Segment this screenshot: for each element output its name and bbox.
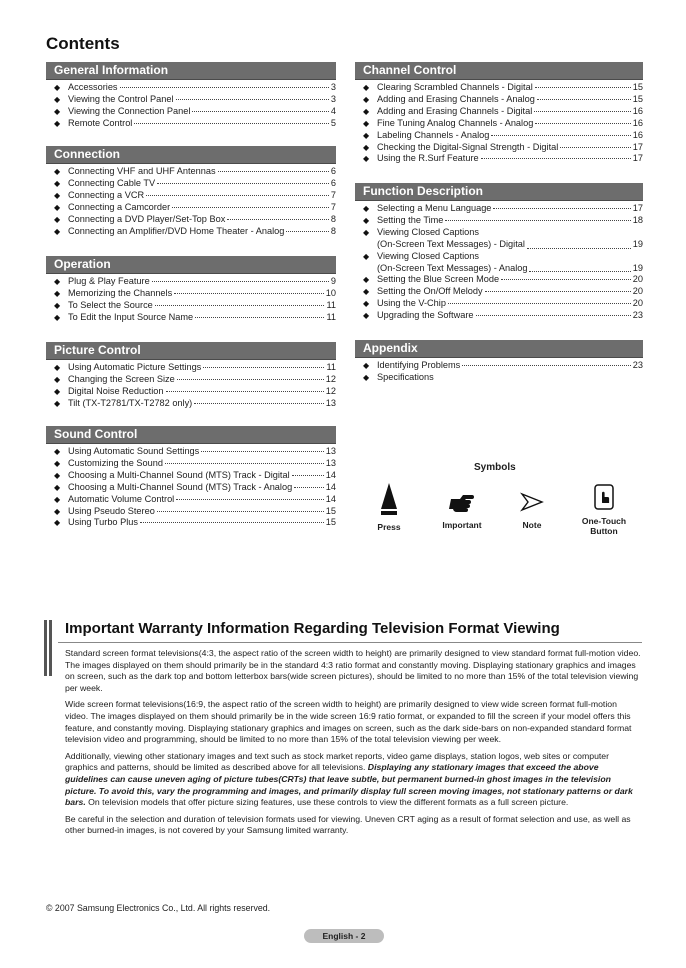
diamond-bullet-icon: ◆ xyxy=(54,202,61,212)
section-heading: Appendix xyxy=(355,340,643,357)
diamond-bullet-icon: ◆ xyxy=(54,458,61,468)
toc-page-number: 16 xyxy=(632,117,643,128)
page-number-badge: English - 2 xyxy=(304,929,384,943)
warranty-p3-emphasis: Displaying any stationary images that exceed the above guidelines can cause uneven aging of picture tubes(CRTs) that leave subtle, but permanent burned-in ghost images in the television picture. To avoid this, vary the programming and images, and primarily display full screen moving images, not stationary patterns or dark bars. xyxy=(65,762,633,808)
warranty-divider xyxy=(58,642,642,643)
toc-page-number: 5 xyxy=(330,117,336,128)
toc-entry-label: Adding and Erasing Channels - Digital xyxy=(377,105,533,116)
diamond-bullet-icon: ◆ xyxy=(363,106,370,116)
toc-list xyxy=(355,360,643,384)
dot-leader xyxy=(485,291,631,292)
toc-page-number: 18 xyxy=(632,214,643,225)
dot-leader xyxy=(292,475,324,476)
toc-entry[interactable] xyxy=(355,153,643,165)
toc-entry[interactable] xyxy=(46,190,336,202)
toc-entry-label: Connecting Cable TV xyxy=(68,177,156,188)
toc-entry-label: Labeling Channels - Analog xyxy=(377,129,490,140)
toc-entry[interactable] xyxy=(46,82,336,94)
toc-entry-label: Checking the Digital-Signal Strength - Digital xyxy=(377,141,559,152)
toc-list xyxy=(46,276,336,324)
toc-entry-label: Memorizing the Channels xyxy=(68,287,173,298)
toc-page-number: 12 xyxy=(325,385,336,396)
dot-leader xyxy=(177,379,324,380)
dot-leader xyxy=(195,317,324,318)
toc-page-number: 16 xyxy=(632,105,643,116)
toc-entry-label: Using the R.Surf Feature xyxy=(377,153,479,164)
toc-page-number: 15 xyxy=(325,517,336,528)
diamond-bullet-icon: ◆ xyxy=(54,518,61,528)
toc-entry-label: Setting the Time xyxy=(377,214,444,225)
toc-entry[interactable] xyxy=(355,274,643,286)
dot-leader xyxy=(155,305,325,306)
dot-leader xyxy=(535,123,630,124)
toc-entry-label: Viewing Closed Captions xyxy=(377,250,479,261)
warranty-accent-bar xyxy=(44,620,52,676)
toc-entry-label: Using Automatic Picture Settings xyxy=(68,362,202,372)
warranty-p3-outro: On television models that offer picture sizing features, use these controls to view the different formats as a full screen picture. xyxy=(85,797,569,808)
dot-leader xyxy=(165,463,324,464)
toc-entry-sublabel: (On-Screen Text Messages) - Analog xyxy=(377,262,528,273)
section-heading: Sound Control xyxy=(46,426,336,443)
toc-entry-label: Specifications xyxy=(377,371,434,382)
toc-entry[interactable] xyxy=(46,398,336,410)
dot-leader xyxy=(157,511,324,512)
toc-section xyxy=(355,62,643,165)
diamond-bullet-icon: ◆ xyxy=(54,386,61,396)
toc-entry-continuation xyxy=(363,263,643,275)
warranty-p3-intro: Additionally, viewing other stationary images and text such as stock market reports, video game displays, station logos, web sites or computer graphics and patterns, should be limited as described above for all televisions. xyxy=(65,750,610,773)
toc-entry-label: Setting the Blue Screen Mode xyxy=(377,274,500,285)
dot-leader xyxy=(218,171,329,172)
dot-leader xyxy=(534,111,631,112)
toc-list xyxy=(46,362,336,410)
diamond-bullet-icon: ◆ xyxy=(54,374,61,384)
dot-leader xyxy=(537,99,631,100)
toc-entry-label: Connecting a DVD Player/Set-Top Box xyxy=(68,213,226,224)
toc-entry-label: Selecting a Menu Language xyxy=(377,203,492,213)
diamond-bullet-icon: ◆ xyxy=(54,106,61,116)
toc-entry[interactable] xyxy=(355,372,643,384)
toc-entry-label: Connecting VHF and UHF Antennas xyxy=(68,166,216,176)
toc-page-number: 3 xyxy=(330,82,336,92)
diamond-bullet-icon: ◆ xyxy=(54,178,61,188)
toc-entry[interactable] xyxy=(46,312,336,324)
toc-page-number: 3 xyxy=(330,93,336,104)
toc-entry[interactable] xyxy=(46,386,336,398)
dot-leader xyxy=(146,195,329,196)
toc-page-number: 15 xyxy=(325,505,336,516)
diamond-bullet-icon: ◆ xyxy=(54,312,61,322)
diamond-bullet-icon: ◆ xyxy=(54,190,61,200)
toc-entry[interactable] xyxy=(46,458,336,470)
toc-entry-label: Viewing the Connection Panel xyxy=(68,105,191,116)
toc-section xyxy=(46,256,336,324)
dot-leader xyxy=(176,499,324,500)
toc-entry[interactable] xyxy=(46,517,336,529)
toc-entry[interactable] xyxy=(46,202,336,214)
toc-entry-continuation xyxy=(363,239,643,251)
toc-entry-label: Choosing a Multi-Channel Sound (MTS) Track - Digital xyxy=(68,469,290,480)
symbol-label: Press xyxy=(377,522,401,532)
section-heading: Operation xyxy=(46,256,336,273)
diamond-bullet-icon: ◆ xyxy=(54,506,61,516)
diamond-bullet-icon: ◆ xyxy=(54,167,61,176)
dot-leader xyxy=(166,391,324,392)
toc-page-number: 8 xyxy=(330,213,336,224)
toc-page-number: 6 xyxy=(330,177,336,188)
dot-leader xyxy=(227,219,329,220)
toc-list xyxy=(46,82,336,130)
toc-page-number: 6 xyxy=(330,166,336,176)
toc-entry-label: Using the V-Chip xyxy=(377,298,446,309)
toc-page-number: 20 xyxy=(632,286,643,297)
dot-leader xyxy=(176,99,329,100)
diamond-bullet-icon: ◆ xyxy=(54,277,61,286)
toc-page-number: 11 xyxy=(326,299,336,310)
toc-page-number: 7 xyxy=(330,189,336,200)
diamond-bullet-icon: ◆ xyxy=(363,287,370,297)
dot-leader xyxy=(140,522,324,523)
toc-page-number: 13 xyxy=(325,397,336,408)
warranty-paragraph: Standard screen format televisions(4:3, the aspect ratio of the screen width to height) are primarily designed to view standard format full-motion video. The images displayed on them should primarily be in the standard 4:3 ratio format and constantly moving. Displaying stationary graphics and images on screen, such as the dark top and bottom letterbox bars(wide screen pictures), should be limited to no more than 15% of the total television viewing per week. xyxy=(65,648,641,693)
toc-entry-label: Setting the On/Off Melody xyxy=(377,286,483,297)
diamond-bullet-icon: ◆ xyxy=(363,142,370,152)
toc-entry[interactable] xyxy=(46,166,336,178)
toc-list xyxy=(355,203,643,322)
toc-entry-label: Connecting a VCR xyxy=(68,189,145,200)
dot-leader xyxy=(201,451,324,452)
toc-list xyxy=(46,446,336,529)
toc-page-number: 16 xyxy=(632,129,643,140)
diamond-bullet-icon: ◆ xyxy=(54,300,61,310)
toc-entry-label: Upgrading the Software xyxy=(377,310,474,321)
dot-leader xyxy=(172,207,329,208)
toc-entry-label: Viewing Closed Captions xyxy=(377,226,479,237)
symbol-press xyxy=(366,482,412,532)
toc-entry[interactable] xyxy=(46,506,336,518)
warranty-body xyxy=(65,648,642,842)
toc-entry[interactable] xyxy=(46,226,336,238)
symbol-note xyxy=(514,490,550,530)
dot-leader xyxy=(476,315,631,316)
diamond-bullet-icon: ◆ xyxy=(54,363,61,372)
toc-entry-label: Accessories xyxy=(68,82,118,92)
diamond-bullet-icon: ◆ xyxy=(363,372,370,382)
dot-leader xyxy=(535,87,631,88)
toc-section xyxy=(355,183,643,322)
toc-entry-label: Using Automatic Sound Settings xyxy=(68,446,200,456)
toc-entry-label: Digital Noise Reduction xyxy=(68,385,164,396)
toc-entry-label: Identifying Problems xyxy=(377,360,461,370)
toc-entry[interactable] xyxy=(355,82,643,94)
toc-entry-label: Connecting a Camcorder xyxy=(68,201,171,212)
toc-entry[interactable] xyxy=(355,130,643,142)
toc-entry-label: Plug & Play Feature xyxy=(68,276,150,286)
toc-entry-label: Automatic Volume Control xyxy=(68,493,175,504)
press-icon xyxy=(379,482,399,516)
dot-leader xyxy=(120,87,329,88)
toc-page-number: 15 xyxy=(632,82,643,92)
toc-entry-label: To Select the Source xyxy=(68,299,153,310)
toc-page-number: 13 xyxy=(325,446,336,456)
toc-entry[interactable] xyxy=(46,494,336,506)
toc-page-number: 20 xyxy=(632,298,643,309)
dot-leader xyxy=(174,293,324,294)
toc-page-number: 11 xyxy=(326,311,336,322)
toc-page-number: 14 xyxy=(325,469,336,480)
toc-entry[interactable] xyxy=(46,446,336,458)
toc-page-number: 10 xyxy=(325,287,336,298)
toc-page-number: 17 xyxy=(632,203,643,213)
toc-entry-label: Adding and Erasing Channels - Analog xyxy=(377,93,535,104)
dot-leader xyxy=(192,111,328,112)
toc-section xyxy=(46,426,336,529)
warranty-paragraph xyxy=(65,751,642,809)
toc-entry[interactable] xyxy=(355,94,643,106)
pointing-hand-icon xyxy=(449,490,475,514)
dot-leader xyxy=(134,123,329,124)
warranty-title: Important Warranty Information Regarding Television Format Viewing xyxy=(65,620,560,637)
toc-entry[interactable] xyxy=(355,251,643,275)
toc-entry-label: Using Turbo Plus xyxy=(68,517,138,528)
warranty-paragraph: Wide screen format televisions(16:9, the aspect ratio of the screen width to height) are primarily designed to view wide screen format full-motion video. The images displayed on them should primarily be in the wide screen 16:9 ratio format, or expanded to fill the screen if your model offers this feature, and constantly moving. Displaying stationary graphics and images on screen, such as the dark side-bars on non-expanded standard format television video and programming, should be limited to no more than 15% of the total television viewing per week. xyxy=(65,699,632,745)
dot-leader xyxy=(157,183,329,184)
diamond-bullet-icon: ◆ xyxy=(363,154,370,164)
toc-entry[interactable] xyxy=(355,215,643,227)
dot-leader xyxy=(501,279,631,280)
diamond-bullet-icon: ◆ xyxy=(54,494,61,504)
dot-leader xyxy=(527,237,631,249)
section-heading: Function Description xyxy=(355,183,643,200)
toc-section xyxy=(46,342,336,410)
toc-list xyxy=(46,166,336,237)
toc-page-number: 23 xyxy=(632,360,643,370)
symbols-title: Symbols xyxy=(474,462,516,473)
toc-entry[interactable] xyxy=(46,178,336,190)
diamond-bullet-icon: ◆ xyxy=(363,94,370,104)
dot-leader xyxy=(448,303,631,304)
diamond-bullet-icon: ◆ xyxy=(54,482,61,492)
toc-entry[interactable] xyxy=(46,276,336,288)
toc-page-number: 14 xyxy=(325,481,336,492)
toc-page-number: 12 xyxy=(325,373,336,384)
section-heading: Channel Control xyxy=(355,62,643,79)
toc-section xyxy=(46,62,336,130)
toc-page-number: 17 xyxy=(632,153,643,164)
arrow-note-icon xyxy=(520,490,544,514)
diamond-bullet-icon: ◆ xyxy=(54,226,61,236)
toc-entry[interactable] xyxy=(46,470,336,482)
dot-leader xyxy=(481,158,631,159)
toc-entry[interactable] xyxy=(46,118,336,130)
toc-entry-label: Using Pseudo Stereo xyxy=(68,505,155,516)
toc-page-number: 14 xyxy=(325,493,336,504)
diamond-bullet-icon: ◆ xyxy=(54,214,61,224)
toc-entry[interactable] xyxy=(46,362,336,374)
diamond-bullet-icon: ◆ xyxy=(54,288,61,298)
toc-page-number: 19 xyxy=(632,262,643,273)
diamond-bullet-icon: ◆ xyxy=(363,251,370,261)
toc-entry[interactable] xyxy=(46,106,336,118)
diamond-bullet-icon: ◆ xyxy=(54,83,61,92)
toc-entry-label: Fine Tuning Analog Channels - Analog xyxy=(377,117,534,128)
toc-entry[interactable] xyxy=(46,214,336,226)
toc-entry-label: To Edit the Input Source Name xyxy=(68,311,194,322)
dot-leader xyxy=(529,261,630,273)
toc-entry-label: Choosing a Multi-Channel Sound (MTS) Track - Analog xyxy=(68,481,293,492)
section-heading: Picture Control xyxy=(46,342,336,359)
copyright-notice: © 2007 Samsung Electronics Co., Ltd. All rights reserved. xyxy=(46,903,271,913)
diamond-bullet-icon: ◆ xyxy=(363,227,370,237)
diamond-bullet-icon: ◆ xyxy=(363,118,370,128)
warranty-paragraph: Be careful in the selection and duration of television formats used for viewing. Uneven CRT aging as a result of format selection and use, as well as other burned-in images, is not covered by your Samsung limited warranty. xyxy=(65,813,631,836)
toc-entry[interactable] xyxy=(46,482,336,494)
diamond-bullet-icon: ◆ xyxy=(363,130,370,140)
toc-entry[interactable] xyxy=(355,227,643,251)
toc-entry[interactable] xyxy=(355,286,643,298)
toc-entry[interactable] xyxy=(355,203,643,215)
dot-leader xyxy=(194,403,324,404)
dot-leader xyxy=(286,231,329,232)
toc-entry-label: Connecting an Amplifier/DVD Home Theater - Analog xyxy=(68,225,285,236)
toc-entry[interactable] xyxy=(46,94,336,106)
symbol-label: One-Touch Button xyxy=(581,516,627,536)
toc-entry[interactable] xyxy=(46,288,336,300)
toc-section xyxy=(46,146,336,237)
section-heading: Connection xyxy=(46,146,336,163)
toc-list xyxy=(355,82,643,165)
toc-entry[interactable] xyxy=(355,142,643,154)
toc-entry[interactable] xyxy=(355,310,643,322)
page-title: Contents xyxy=(46,34,120,53)
diamond-bullet-icon: ◆ xyxy=(54,447,61,456)
toc-entry-sublabel: (On-Screen Text Messages) - Digital xyxy=(377,238,525,249)
toc-entry-label: Viewing the Control Panel xyxy=(68,93,174,104)
diamond-bullet-icon: ◆ xyxy=(363,361,370,370)
dot-leader xyxy=(560,147,630,148)
diamond-bullet-icon: ◆ xyxy=(363,275,370,285)
toc-page-number: 11 xyxy=(326,362,336,372)
symbol-one-touch xyxy=(574,484,634,536)
dot-leader xyxy=(203,367,324,368)
toc-page-number: 19 xyxy=(632,238,643,249)
toc-page-number: 23 xyxy=(632,310,643,321)
toc-entry-label: Changing the Screen Size xyxy=(68,373,175,384)
toc-entry-label: Customizing the Sound xyxy=(68,457,163,468)
toc-page-number: 17 xyxy=(632,141,643,152)
diamond-bullet-icon: ◆ xyxy=(54,94,61,104)
toc-page-number: 13 xyxy=(325,457,336,468)
toc-page-number: 8 xyxy=(330,225,336,236)
toc-page-number: 9 xyxy=(330,276,336,286)
section-heading: General Information xyxy=(46,62,336,79)
dot-leader xyxy=(493,208,630,209)
dot-leader xyxy=(294,487,324,488)
dot-leader xyxy=(152,281,329,282)
diamond-bullet-icon: ◆ xyxy=(363,311,370,321)
diamond-bullet-icon: ◆ xyxy=(363,83,370,92)
toc-page-number: 4 xyxy=(330,105,336,116)
toc-entry-label: Tilt (TX-T2781/TX-T2782 only) xyxy=(68,397,193,408)
diamond-bullet-icon: ◆ xyxy=(363,299,370,309)
symbol-label: Note xyxy=(522,520,542,530)
toc-page-number: 15 xyxy=(632,93,643,104)
toc-entry[interactable] xyxy=(355,360,643,372)
symbol-important xyxy=(434,490,490,530)
toc-entry[interactable] xyxy=(46,374,336,386)
toc-entry-label: Clearing Scrambled Channels - Digital xyxy=(377,82,533,92)
symbol-label: Important xyxy=(442,520,482,530)
toc-entry[interactable] xyxy=(355,106,643,118)
diamond-bullet-icon: ◆ xyxy=(363,215,370,225)
dot-leader xyxy=(445,220,630,221)
diamond-bullet-icon: ◆ xyxy=(54,118,61,128)
diamond-bullet-icon: ◆ xyxy=(363,204,370,213)
dot-leader xyxy=(462,365,631,366)
one-touch-button-icon xyxy=(594,484,614,510)
toc-entry-label: Remote Control xyxy=(68,117,133,128)
diamond-bullet-icon: ◆ xyxy=(54,398,61,408)
toc-page-number: 20 xyxy=(632,274,643,285)
dot-leader xyxy=(491,135,630,136)
toc-entry[interactable] xyxy=(355,298,643,310)
toc-entry[interactable] xyxy=(355,118,643,130)
toc-entry[interactable] xyxy=(46,300,336,312)
toc-page-number: 7 xyxy=(330,201,336,212)
diamond-bullet-icon: ◆ xyxy=(54,470,61,480)
toc-section xyxy=(355,340,643,384)
